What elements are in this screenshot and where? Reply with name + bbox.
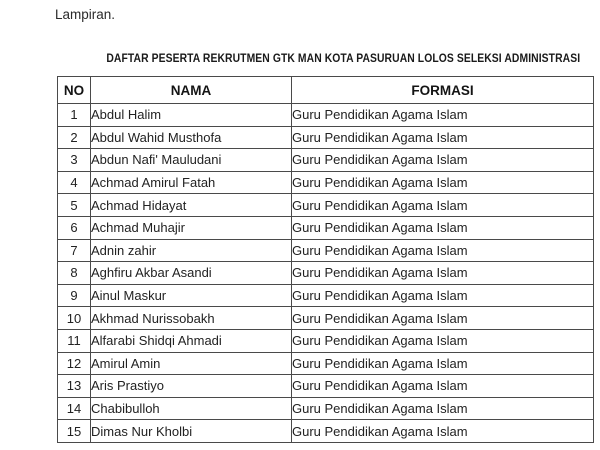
formation-cell: Guru Pendidikan Agama Islam — [292, 104, 594, 127]
row-number-cell: 10 — [58, 307, 91, 330]
table-row — [58, 262, 594, 285]
row-number-cell: 5 — [58, 194, 91, 217]
table-row — [58, 126, 594, 149]
table-header — [58, 77, 594, 104]
table-row — [58, 239, 594, 262]
column-header-no: NO — [58, 77, 91, 104]
row-number-cell: 11 — [58, 329, 91, 352]
formation-cell: Guru Pendidikan Agama Islam — [292, 149, 594, 172]
formation-cell: Guru Pendidikan Agama Islam — [292, 171, 594, 194]
name-cell: Dimas Nur Kholbi — [91, 420, 292, 443]
formation-cell: Guru Pendidikan Agama Islam — [292, 375, 594, 398]
table-row — [58, 104, 594, 127]
document-title: DAFTAR PESERTA REKRUTMEN GTK MAN KOTA PASURUAN LOLOS SELEKSI ADMINISTRASI — [106, 53, 581, 65]
name-cell: Adnin zahir — [91, 239, 292, 262]
name-cell: Achmad Hidayat — [91, 194, 292, 217]
name-cell: Abdul Wahid Musthofa — [91, 126, 292, 149]
name-cell: Akhmad Nurissobakh — [91, 307, 292, 330]
row-number-cell: 12 — [58, 352, 91, 375]
header-row — [58, 77, 594, 104]
row-number-cell: 15 — [58, 420, 91, 443]
row-number-cell: 2 — [58, 126, 91, 149]
column-header-nama: NAMA — [91, 77, 292, 104]
name-cell: Abdun Nafi' Mauludani — [91, 149, 292, 172]
name-cell: Achmad Amirul Fatah — [91, 171, 292, 194]
name-cell: Alfarabi Shidqi Ahmadi — [91, 329, 292, 352]
table-row — [58, 329, 594, 352]
table-row — [58, 194, 594, 217]
formation-cell: Guru Pendidikan Agama Islam — [292, 126, 594, 149]
participants-table — [57, 76, 594, 443]
name-cell: Chabibulloh — [91, 397, 292, 420]
name-cell: Achmad Muhajir — [91, 216, 292, 239]
formation-cell: Guru Pendidikan Agama Islam — [292, 216, 594, 239]
table-row — [58, 397, 594, 420]
table-row — [58, 216, 594, 239]
attachment-label: Lampiran. — [55, 7, 116, 22]
table-row — [58, 352, 594, 375]
table-row — [58, 307, 594, 330]
formation-cell: Guru Pendidikan Agama Islam — [292, 397, 594, 420]
name-cell: Abdul Halim — [91, 104, 292, 127]
name-cell: Aghfiru Akbar Asandi — [91, 262, 292, 285]
name-cell: Ainul Maskur — [91, 284, 292, 307]
table-row — [58, 149, 594, 172]
title-container — [0, 49, 600, 67]
formation-cell: Guru Pendidikan Agama Islam — [292, 420, 594, 443]
row-number-cell: 6 — [58, 216, 91, 239]
table-body — [58, 104, 594, 443]
row-number-cell: 3 — [58, 149, 91, 172]
row-number-cell: 14 — [58, 397, 91, 420]
name-cell: Aris Prastiyo — [91, 375, 292, 398]
table-row — [58, 420, 594, 443]
formation-cell: Guru Pendidikan Agama Islam — [292, 329, 594, 352]
table-row — [58, 284, 594, 307]
formation-cell: Guru Pendidikan Agama Islam — [292, 284, 594, 307]
formation-cell: Guru Pendidikan Agama Islam — [292, 194, 594, 217]
table-row — [58, 171, 594, 194]
row-number-cell: 4 — [58, 171, 91, 194]
formation-cell: Guru Pendidikan Agama Islam — [292, 307, 594, 330]
name-cell: Amirul Amin — [91, 352, 292, 375]
table-row — [58, 375, 594, 398]
row-number-cell: 13 — [58, 375, 91, 398]
formation-cell: Guru Pendidikan Agama Islam — [292, 239, 594, 262]
row-number-cell: 1 — [58, 104, 91, 127]
row-number-cell: 7 — [58, 239, 91, 262]
formation-cell: Guru Pendidikan Agama Islam — [292, 262, 594, 285]
row-number-cell: 9 — [58, 284, 91, 307]
column-header-formasi: FORMASI — [292, 77, 594, 104]
row-number-cell: 8 — [58, 262, 91, 285]
formation-cell: Guru Pendidikan Agama Islam — [292, 352, 594, 375]
